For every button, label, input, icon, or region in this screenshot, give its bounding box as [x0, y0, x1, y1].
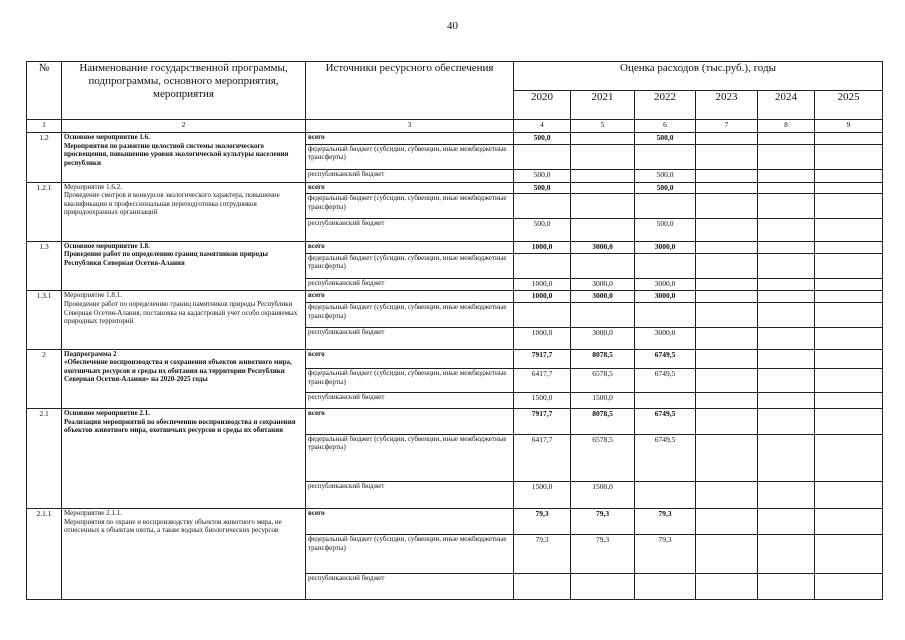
row-title: Подпрограмма 2 [64, 349, 117, 358]
row-title-cell [62, 241, 306, 291]
value-federal: 6578,5 [571, 434, 635, 481]
value-total [696, 133, 758, 145]
value-federal [815, 434, 883, 481]
source-total: всего [306, 509, 514, 535]
value-total: 7917,7 [514, 409, 571, 435]
value-federal: 6749,5 [635, 434, 696, 481]
value-federal [571, 144, 635, 169]
value-total: 7917,7 [514, 349, 571, 368]
value-federal [635, 303, 696, 328]
column-number: 1 [27, 120, 62, 133]
table-row [27, 133, 883, 145]
value-total: 500,0 [514, 182, 571, 194]
value-federal [696, 303, 758, 328]
value-federal [758, 535, 815, 574]
value-federal [696, 535, 758, 574]
source-republic: республиканский бюджет [306, 482, 514, 509]
value-republic [571, 573, 635, 599]
value-federal: 6417,7 [514, 434, 571, 481]
header-name: Наименование государственной программы, подпрограммы, основного мероприятия, мероприятия [62, 62, 306, 120]
header-num: № [27, 62, 62, 120]
column-number: 7 [696, 120, 758, 133]
row-number: 1.3.1 [27, 291, 62, 349]
row-title-cell [62, 349, 306, 408]
value-republic [696, 482, 758, 509]
value-republic [815, 482, 883, 509]
value-total [758, 133, 815, 145]
value-federal [815, 303, 883, 328]
column-number: 8 [758, 120, 815, 133]
row-description: «Обеспечение воспроизводства и сохранения объектов животного мира, охотничьих ресурсов и среды их обитания на территории Республики Северная Осетия-Алания» на 2020-2025 годы [64, 358, 292, 384]
table-row [27, 182, 883, 194]
table-row [27, 509, 883, 535]
row-title: Основное мероприятие 1.8. [64, 241, 150, 250]
value-total [571, 133, 635, 145]
value-total [571, 182, 635, 194]
row-description: Проведение работ по определению границ памятников природы Республики Северная Осетия-Алания [64, 250, 268, 268]
year-header: 2021 [571, 91, 635, 120]
source-republic: республиканский бюджет [306, 573, 514, 599]
value-republic: 1500,0 [514, 392, 571, 408]
value-republic [758, 482, 815, 509]
value-total: 3000,0 [571, 291, 635, 303]
value-republic: 500,0 [514, 169, 571, 182]
row-title: Основное мероприятие 2.1. [64, 409, 150, 417]
source-federal: федеральный бюджет (субсидии, субвенции, иные межбюджетные трансферты) [306, 369, 514, 393]
value-republic [815, 219, 883, 242]
value-total: 500,0 [635, 133, 696, 145]
value-federal: 79,3 [571, 535, 635, 574]
value-federal: 6417,7 [514, 369, 571, 393]
value-total [815, 291, 883, 303]
value-republic: 3000,0 [635, 278, 696, 291]
year-header: 2024 [758, 91, 815, 120]
value-total [758, 409, 815, 435]
row-title: Мероприятие 1.8.1. [64, 291, 122, 300]
value-republic [696, 278, 758, 291]
value-republic [815, 573, 883, 599]
value-republic [696, 392, 758, 408]
value-republic: 500,0 [635, 169, 696, 182]
row-title: Мероприятие 1.6.2. [64, 182, 122, 191]
value-federal [514, 144, 571, 169]
value-federal [514, 253, 571, 278]
value-total: 79,3 [571, 509, 635, 535]
header-costs: Оценка расходов (тыс.руб.), годы [514, 62, 883, 91]
year-header: 2020 [514, 91, 571, 120]
value-republic: 3000,0 [571, 278, 635, 291]
value-republic [635, 392, 696, 408]
row-title-cell [62, 182, 306, 241]
value-total: 3000,0 [635, 291, 696, 303]
source-republic: республиканский бюджет [306, 169, 514, 182]
source-federal: федеральный бюджет (субсидии, субвенции, иные межбюджетные трансферты) [306, 535, 514, 574]
source-republic: республиканский бюджет [306, 328, 514, 350]
value-federal [815, 144, 883, 169]
value-republic [696, 573, 758, 599]
row-title-cell [62, 409, 306, 509]
value-total: 6749,5 [635, 409, 696, 435]
value-total: 1000,0 [514, 291, 571, 303]
value-federal [635, 144, 696, 169]
value-republic [758, 278, 815, 291]
row-title-cell [62, 509, 306, 600]
column-number: 4 [514, 120, 571, 133]
value-total [696, 509, 758, 535]
value-republic [758, 392, 815, 408]
value-federal [696, 194, 758, 219]
value-federal [696, 144, 758, 169]
value-republic [758, 573, 815, 599]
value-republic [758, 219, 815, 242]
value-republic [571, 219, 635, 242]
value-total [815, 409, 883, 435]
value-federal [815, 253, 883, 278]
value-republic [696, 169, 758, 182]
table-row [27, 349, 883, 368]
value-total [815, 349, 883, 368]
row-number: 1.2.1 [27, 182, 62, 241]
year-header: 2025 [815, 91, 883, 120]
value-total: 8078,5 [571, 349, 635, 368]
value-republic: 1500,0 [571, 392, 635, 408]
value-republic [696, 328, 758, 350]
column-number: 3 [306, 120, 514, 133]
value-federal [571, 303, 635, 328]
value-republic [815, 169, 883, 182]
value-federal [571, 253, 635, 278]
row-description: Мероприятия по развитию целостной системы экологического просвещения, повышению уровня экологической культуры населения республики [64, 141, 289, 167]
year-header: 2023 [696, 91, 758, 120]
row-number: 1.2 [27, 133, 62, 183]
source-republic: республиканский бюджет [306, 392, 514, 408]
value-republic: 1000,0 [514, 328, 571, 350]
row-title-cell [62, 291, 306, 349]
value-republic: 500,0 [635, 219, 696, 242]
value-republic: 1500,0 [514, 482, 571, 509]
source-federal: федеральный бюджет (субсидии, субвенции, иные межбюджетные трансферты) [306, 303, 514, 328]
value-total [696, 182, 758, 194]
table-row [27, 291, 883, 303]
value-federal [635, 253, 696, 278]
source-federal: федеральный бюджет (субсидии, субвенции, иные межбюджетные трансферты) [306, 144, 514, 169]
value-total [815, 182, 883, 194]
value-federal [696, 434, 758, 481]
column-number: 9 [815, 120, 883, 133]
value-total: 500,0 [514, 133, 571, 145]
row-description: Проведение смотров и конкурсов экологического характера, повышение квалификации и профессиональная переподготовка сотрудников природоохранных организаций [64, 191, 280, 217]
year-header: 2022 [635, 91, 696, 120]
value-federal [758, 194, 815, 219]
value-total: 500,0 [635, 182, 696, 194]
value-federal: 6749,5 [635, 369, 696, 393]
column-number: 5 [571, 120, 635, 133]
row-title: Мероприятие 2.1.1. [64, 509, 122, 518]
row-description: Проведение работ по определению границ памятников природы Республики Северная Осетия-Алания, постановка на кадастровый учет особо охраняемых природных территорий [64, 300, 298, 326]
value-total [758, 509, 815, 535]
value-republic: 3000,0 [571, 328, 635, 350]
value-republic: 3000,0 [635, 328, 696, 350]
column-number: 2 [62, 120, 306, 133]
value-republic [571, 169, 635, 182]
value-federal: 79,3 [514, 535, 571, 574]
value-federal [696, 369, 758, 393]
value-total: 79,3 [514, 509, 571, 535]
row-description: Мероприятия по охране и воспроизводству объектов животного мира, не отнесенных к объектам охоты, а также водных биологических ресурсов [64, 517, 282, 535]
source-total: всего [306, 291, 514, 303]
value-republic [815, 278, 883, 291]
row-number: 1.3 [27, 241, 62, 291]
header-sources: Источники ресурсного обеспечения [306, 62, 514, 120]
source-total: всего [306, 133, 514, 145]
value-federal [514, 194, 571, 219]
value-republic [635, 573, 696, 599]
value-total: 8078,5 [571, 409, 635, 435]
value-total [815, 509, 883, 535]
value-total [758, 349, 815, 368]
source-total: всего [306, 241, 514, 253]
value-federal [514, 303, 571, 328]
table-row [27, 409, 883, 435]
source-republic: республиканский бюджет [306, 278, 514, 291]
value-republic: 500,0 [514, 219, 571, 242]
value-total [696, 241, 758, 253]
value-total [815, 133, 883, 145]
value-federal: 6578,5 [571, 369, 635, 393]
source-total: всего [306, 349, 514, 368]
source-total: всего [306, 409, 514, 435]
value-total [758, 182, 815, 194]
value-republic [758, 328, 815, 350]
value-federal: 79,3 [635, 535, 696, 574]
source-federal: федеральный бюджет (субсидии, субвенции, иные межбюджетные трансферты) [306, 194, 514, 219]
table-row [27, 241, 883, 253]
row-title: Основное мероприятие 1.6. [64, 133, 150, 141]
budget-table [26, 61, 883, 600]
source-federal: федеральный бюджет (субсидии, субвенции, иные межбюджетные трансферты) [306, 253, 514, 278]
value-republic [758, 169, 815, 182]
value-federal [758, 369, 815, 393]
value-federal [758, 434, 815, 481]
value-federal [758, 253, 815, 278]
value-total [696, 349, 758, 368]
row-number: 2 [27, 349, 62, 408]
source-total: всего [306, 182, 514, 194]
value-total [696, 409, 758, 435]
value-total [758, 241, 815, 253]
value-total [815, 241, 883, 253]
value-republic [815, 392, 883, 408]
value-federal [758, 303, 815, 328]
value-federal [815, 194, 883, 219]
source-federal: федеральный бюджет (субсидии, субвенции, иные межбюджетные трансферты) [306, 434, 514, 481]
value-total: 79,3 [635, 509, 696, 535]
value-federal [635, 194, 696, 219]
value-republic [635, 482, 696, 509]
value-federal [815, 369, 883, 393]
page-number: 40 [447, 20, 458, 32]
value-republic: 1500,0 [571, 482, 635, 509]
value-federal [571, 194, 635, 219]
value-total [696, 291, 758, 303]
row-description: Реализация мероприятий по обеспечению воспроизводства и сохранения объектов животного мира, охотничьих ресурсов и среды их обитания [64, 417, 296, 435]
value-total: 3000,0 [571, 241, 635, 253]
value-republic: 1000,0 [514, 278, 571, 291]
value-federal [696, 253, 758, 278]
value-total: 1000,0 [514, 241, 571, 253]
row-number: 2.1 [27, 409, 62, 509]
value-republic [696, 219, 758, 242]
value-republic [815, 328, 883, 350]
column-number: 6 [635, 120, 696, 133]
row-number: 2.1.1 [27, 509, 62, 600]
value-total: 6749,5 [635, 349, 696, 368]
value-total [758, 291, 815, 303]
source-republic: республиканский бюджет [306, 219, 514, 242]
value-republic [514, 573, 571, 599]
value-federal [815, 535, 883, 574]
row-title-cell [62, 133, 306, 183]
value-federal [758, 144, 815, 169]
value-total: 3000,0 [635, 241, 696, 253]
